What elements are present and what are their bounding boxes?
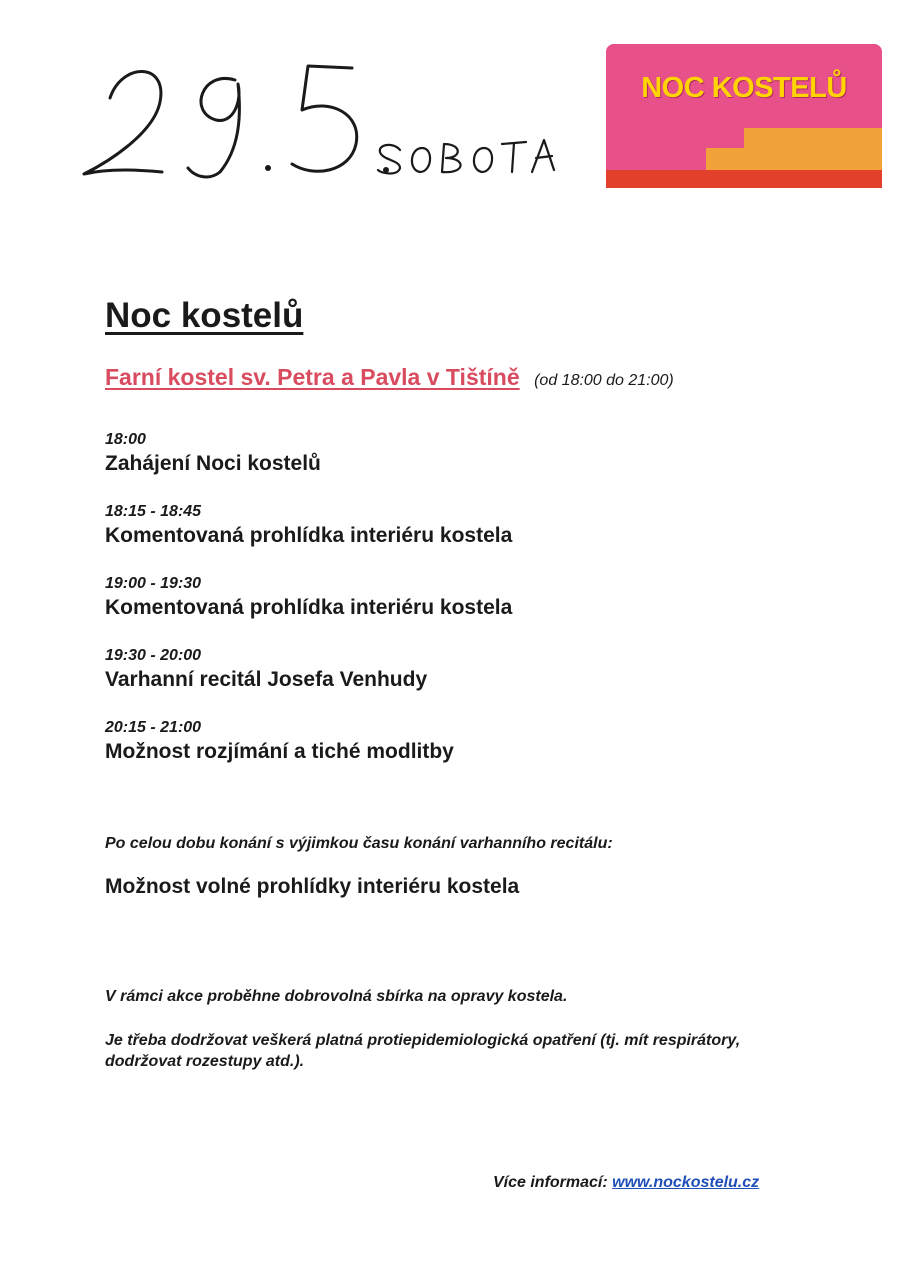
event-time: 18:00 xyxy=(105,431,146,448)
schedule-item xyxy=(105,718,805,790)
note-main: Možnost volné prohlídky interiéru kostela xyxy=(105,875,520,898)
schedule-item xyxy=(105,574,805,646)
schedule-item xyxy=(105,430,805,502)
venue-hours: (od 18:00 do 21:00) xyxy=(534,372,674,389)
covid-notice: Je třeba dodržovat veškerá platná protiepidemiologická opatření (tj. mít respirátory, dodržovat rozestupy atd.). xyxy=(105,1032,741,1070)
event-title: Komentovaná prohlídka interiéru kostela xyxy=(105,524,513,547)
noc-kostelu-logo xyxy=(606,44,882,188)
event-title: Možnost rozjímání a tiché modlitby xyxy=(105,740,454,763)
schedule-item xyxy=(105,646,805,718)
event-time: 19:00 - 19:30 xyxy=(105,575,202,592)
venue-name: Farní kostel sv. Petra a Pavla v Tištíně xyxy=(105,364,520,390)
more-info-label: Více informací: xyxy=(493,1174,608,1191)
more-info xyxy=(493,1174,759,1192)
event-title: Varhanní recitál Josefa Venhudy xyxy=(105,668,428,691)
event-time: 18:15 - 18:45 xyxy=(105,503,202,520)
schedule-item xyxy=(105,502,805,574)
logo-text: NOC KOSTELŮ xyxy=(641,72,847,104)
venue-line xyxy=(105,364,674,391)
note-intro: Po celou dobu konání s výjimkou času konání varhanního recitálu: xyxy=(105,835,613,852)
website-link[interactable]: www.nockostelu.cz xyxy=(612,1174,760,1191)
collection-notice: V rámci akce proběhne dobrovolná sbírka na opravy kostela. xyxy=(105,988,568,1005)
handwritten-date xyxy=(70,40,590,200)
page-title: Noc kostelů xyxy=(105,296,304,335)
event-title: Zahájení Noci kostelů xyxy=(105,452,321,475)
event-time: 19:30 - 20:00 xyxy=(105,647,202,664)
schedule-list xyxy=(105,430,805,790)
event-time: 20:15 - 21:00 xyxy=(105,719,202,736)
event-title: Komentovaná prohlídka interiéru kostela xyxy=(105,596,513,619)
